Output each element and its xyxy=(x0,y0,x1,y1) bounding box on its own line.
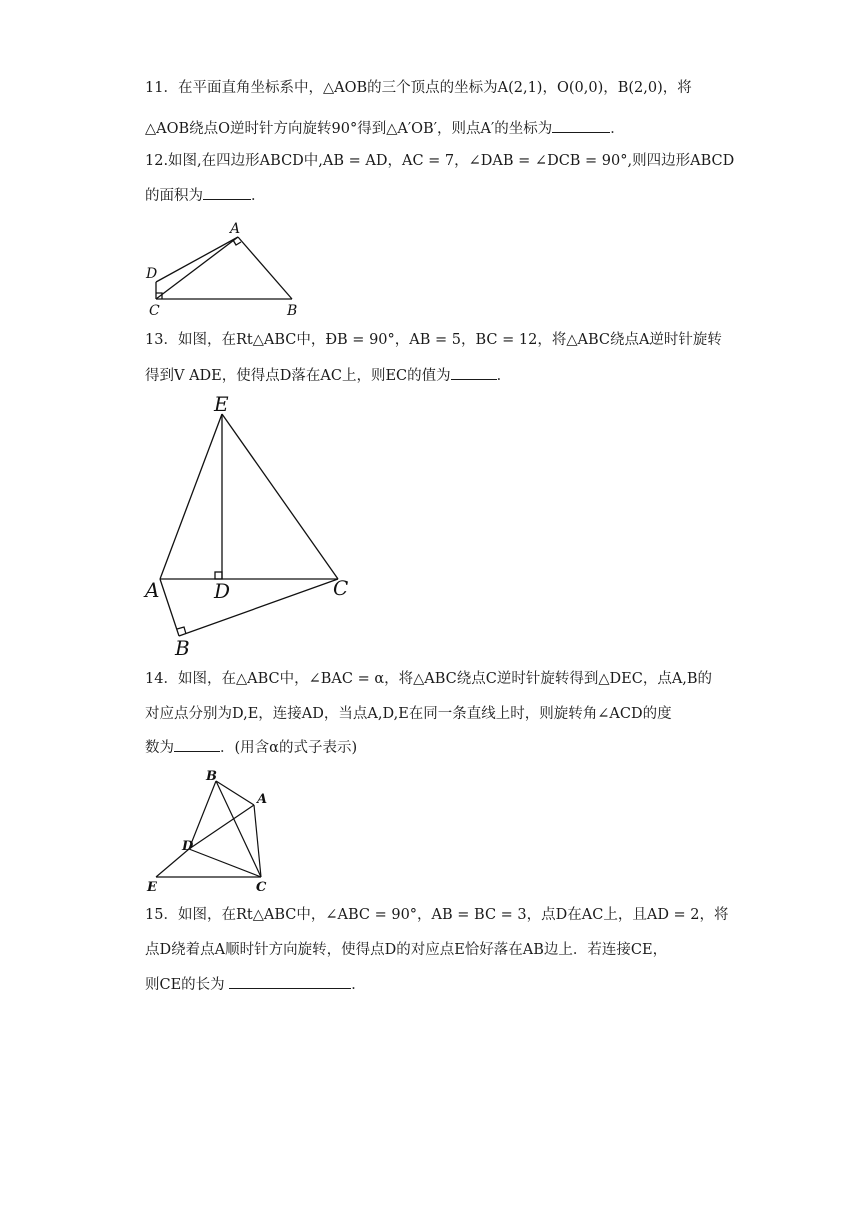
q12-line-1: 12.如图,在四边形ABCD中,AB = AD，AC = 7，∠DAB = ∠DCB = 90°,则四边形ABCD xyxy=(145,153,735,169)
q12-answer-blank[interactable] xyxy=(203,185,251,200)
q13-label-b: B xyxy=(175,636,190,660)
q13-figure xyxy=(140,390,360,660)
q12-segment-ab xyxy=(238,237,292,299)
q15-line-3-text: 则CE的长为 xyxy=(145,977,230,993)
q12-segment-ac xyxy=(156,237,238,299)
q14-label-c: C xyxy=(256,880,267,895)
q12-line-2-text: 的面积为 xyxy=(145,188,203,204)
q14-line-3-end: ．(用含α的式子表示) xyxy=(220,740,358,756)
q13-label-e: E xyxy=(214,392,229,416)
q14-segment-ac xyxy=(254,805,261,877)
q14-answer-blank[interactable] xyxy=(174,737,220,752)
q12-line-2 xyxy=(145,185,266,206)
q15-line-3-end: ． xyxy=(351,977,366,993)
q12-label-d: D xyxy=(146,266,158,282)
q11-answer-blank[interactable] xyxy=(552,118,610,133)
q14-label-b: B xyxy=(206,769,217,784)
q12-line-2-end: ． xyxy=(251,188,266,204)
q13-label-c: C xyxy=(333,576,349,600)
q13-segment-ae xyxy=(160,414,222,579)
q14-label-d: D xyxy=(182,839,194,854)
q12-label-b: B xyxy=(287,303,298,319)
q14-line-3 xyxy=(145,737,357,758)
q13-answer-blank[interactable] xyxy=(451,365,497,380)
q14-line-2: 对应点分别为D,E，连接AD，当点A,D,E在同一条直线上时，则旋转角∠ACD的度 xyxy=(145,706,672,722)
q13-line-2-end: ． xyxy=(496,368,512,384)
q14-figure xyxy=(140,765,280,895)
q12-right-angle-a xyxy=(233,240,241,245)
q11-line-1: 11．在平面直角坐标系中，△AOB的三个顶点的坐标为A(2,1)，O(0,0)，B(2,0)，将 xyxy=(145,80,692,96)
q14-line-3-text: 数为 xyxy=(145,740,174,756)
q13-right-angle-d xyxy=(215,572,222,579)
q11-line-2-end: ． xyxy=(610,121,625,137)
q15-line-1: 15．如图，在Rt△ABC中，∠ABC = 90°，AB = BC = 3，点D在AC上，且AD = 2，将 xyxy=(145,907,729,923)
q15-line-3 xyxy=(145,974,366,995)
q13-line-1: 13．如图，在Rt△ABC中，ÐB = 90°，AB = 5，BC = 12，将△ABC绕点A逆时针旋转 xyxy=(145,332,722,348)
q13-segment-bc xyxy=(179,579,338,636)
q13-segment-ab xyxy=(160,579,179,636)
q14-label-e: E xyxy=(147,880,157,895)
q13-line-2 xyxy=(145,365,511,386)
q15-line-2: 点D绕着点A顺时针方向旋转，使得点D的对应点E恰好落在AB边上．若连接CE， xyxy=(145,942,668,958)
q13-label-a: A xyxy=(145,578,160,602)
q13-label-d: D xyxy=(214,579,231,603)
q12-segment-da xyxy=(156,237,238,282)
q12-label-c: C xyxy=(149,303,160,319)
q11-line-2 xyxy=(145,118,625,139)
q14-line-1: 14．如图，在△ABC中，∠BAC = α，将△ABC绕点C逆时针旋转得到△DEC，点A,B的 xyxy=(145,671,713,687)
q12-label-a: A xyxy=(230,221,241,237)
q15-answer-blank[interactable] xyxy=(229,974,351,989)
q13-line-2-text: 得到V ADE，使得点D落在AC上，则EC的值为 xyxy=(145,368,451,384)
q11-line-2-text: △AOB绕点O逆时针方向旋转90°得到△A′OB′，则点A′的坐标为 xyxy=(145,121,553,137)
q12-figure xyxy=(140,215,310,325)
q13-segment-ec xyxy=(222,414,338,579)
q14-label-a: A xyxy=(257,792,268,807)
